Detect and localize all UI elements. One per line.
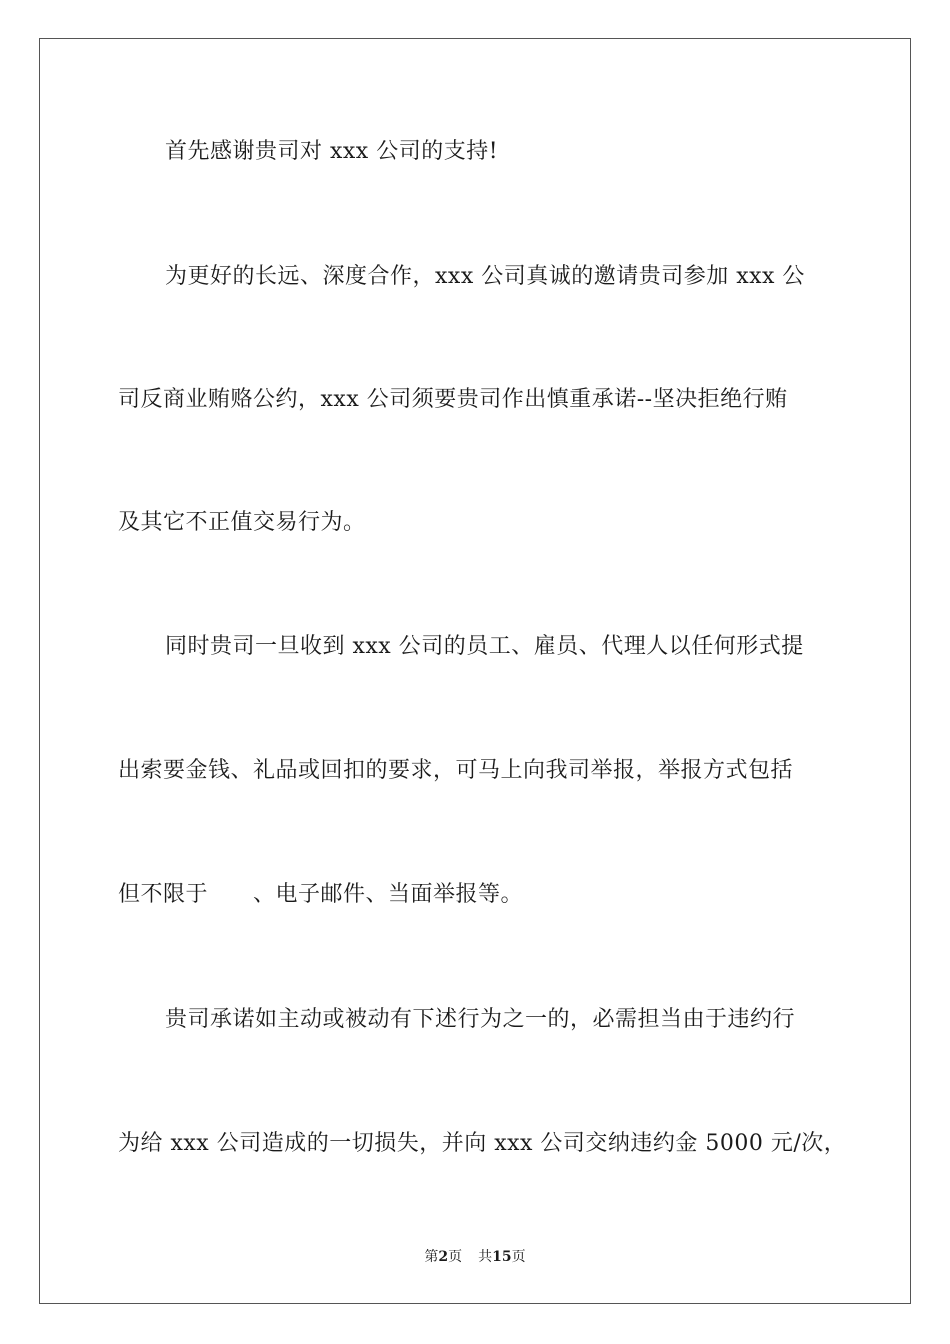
paragraph-line: 但不限于 、电子邮件、当面举报等。 bbox=[118, 882, 524, 907]
total-label-prefix: 共 bbox=[478, 1249, 493, 1265]
page-footer bbox=[0, 1248, 950, 1266]
total-label-suffix: 页 bbox=[511, 1249, 526, 1265]
page-label-prefix: 第 bbox=[424, 1249, 439, 1265]
paragraph-line: 出索要金钱、礼品或回扣的要求，可马上向我司举报，举报方式包括 bbox=[118, 758, 794, 783]
paragraph-line: 为更好的长远、深度合作，xxx 公司真诚的邀请贵司参加 xxx 公 bbox=[165, 264, 805, 289]
page-number: 2 bbox=[438, 1249, 449, 1265]
total-pages: 15 bbox=[492, 1249, 512, 1265]
paragraph-line: 同时贵司一旦收到 xxx 公司的员工、雇员、代理人以任何形式提 bbox=[165, 634, 804, 659]
paragraph-line: 为给 xxx 公司造成的一切损失，并向 xxx 公司交纳违约金 5000 元/次， bbox=[118, 1131, 847, 1156]
paragraph-line: 贵司承诺如主动或被动有下述行为之一的，必需担当由于违约行 bbox=[165, 1007, 796, 1032]
paragraph-line: 首先感谢贵司对 xxx 公司的支持! bbox=[165, 139, 499, 164]
page-border bbox=[39, 38, 911, 1304]
page-label-suffix: 页 bbox=[448, 1249, 463, 1265]
paragraph-line: 司反商业贿赂公约，xxx 公司须要贵司作出慎重承诺--坚决拒绝行贿 bbox=[118, 387, 788, 412]
paragraph-line: 及其它不正值交易行为。 bbox=[118, 510, 366, 535]
